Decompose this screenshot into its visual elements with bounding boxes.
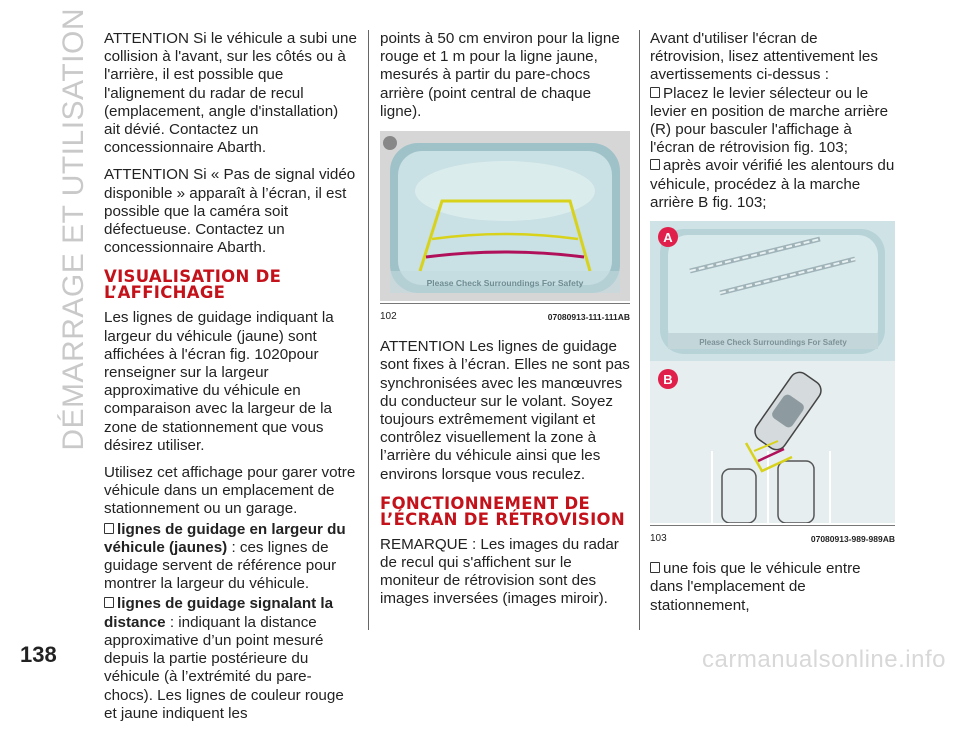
parking-diagram xyxy=(650,221,895,523)
checkbox-bullet-icon xyxy=(650,159,660,170)
list-item-reverse-gear xyxy=(650,85,895,158)
heading-fonctionnement: FONCTIONNEMENT DE L’ÉCRAN DE RÉTROVISION xyxy=(380,493,625,529)
figure-number: 102 xyxy=(380,311,397,323)
figure-code: 07080913-989-989AB xyxy=(810,534,895,545)
paragraph-usage: Utilisez cet affichage pour garer votre véhicule dans un emplacement de stationnement ou un garage. xyxy=(104,464,356,518)
attention-collision: ATTENTION Si le véhicule a subi une collision à l'avant, sur les côtés ou à l'arrière, il est possible que l'alignement du radar de recul (emplacement, angle d'installation) ait dévié. Contactez un concessionnaire Abarth. xyxy=(104,30,357,157)
bullet-bold: lignes de guidage signalant la distance xyxy=(104,595,334,631)
figure-103-caption xyxy=(650,525,895,548)
camera-view-graphic xyxy=(380,131,630,301)
checkbox-bullet-icon xyxy=(104,523,114,534)
figure-103 xyxy=(650,221,895,548)
list-item-distance-lines xyxy=(104,595,357,722)
bullet-bold: lignes de guidage en largeur du véhicule (jaunes) xyxy=(104,520,346,556)
bullet-text: une fois que le véhicule entre dans l'emplacement de stationnement, xyxy=(650,560,861,614)
bullet-text: après avoir vérifié les alentours du véhicule, procédez à la marche arrière B fig. 103; xyxy=(650,157,895,211)
safety-banner: Please Check Surroundings For Safety xyxy=(426,278,584,289)
list-item-width-lines xyxy=(104,521,357,594)
attention-no-signal: ATTENTION Si « Pas de signal vidéo disponible » apparaît à l’écran, il est possible que la caméra soit défectueuse. Contactez un concessionnaire Abarth. xyxy=(104,166,356,257)
figure-number: 103 xyxy=(650,533,667,545)
watermark: carmanualsonline.info xyxy=(702,646,946,673)
badge-a-label: A xyxy=(663,230,673,246)
safety-banner: Please Check Surroundings For Safety xyxy=(699,338,847,348)
column-divider xyxy=(639,30,640,630)
checkbox-bullet-icon xyxy=(650,562,660,573)
column-3 xyxy=(650,30,895,624)
paragraph-before-use: Avant d'utiliser l'écran de rétrovision, lisez attentivement les avertissements ci-dessus : xyxy=(650,30,878,84)
bullet-text: Placez le levier sélecteur ou le levier en position de marche arrière (R) pour basculer l'affichage à l'écran de rétrovision fig. 103; xyxy=(650,84,889,157)
checkbox-bullet-icon xyxy=(650,87,660,98)
list-item-entering-space xyxy=(650,560,895,615)
column-1 xyxy=(104,30,357,732)
badge-b-label: B xyxy=(663,372,673,388)
remarque-mirror: REMARQUE : Les images du radar de recul qui s'affichent sur le moniteur de rétrovision sont des images inversées (images miroir). xyxy=(380,535,619,608)
section-side-title xyxy=(54,8,94,451)
list-item-check-surroundings xyxy=(650,157,895,212)
rear-camera-screen xyxy=(380,131,630,301)
figure-code: 07080913-111-111AB xyxy=(547,312,630,323)
column-2 xyxy=(380,30,630,618)
bullet-text: : ces lignes de guidage servent de référence pour montrer la largeur du véhicule. xyxy=(104,538,337,593)
figure-102-caption xyxy=(380,303,630,326)
bullet-text: : indiquant la distance approximative d’un point mesuré depuis la partie postérieure du véhicule (à l’extrémité du pare-chocs). Les lignes de couleur rouge et jaune indiquent les xyxy=(104,613,344,722)
paragraph-distance-points: points à 50 cm environ pour la ligne rouge et 1 m pour la ligne jaune, mesurés à partir du pare-chocs arrière (point central de chaque ligne). xyxy=(380,30,620,120)
figure-102 xyxy=(380,131,630,326)
page-number: 138 xyxy=(20,642,57,667)
parking-diagram-graphic xyxy=(650,221,895,523)
paragraph-guide-lines: Les lignes de guidage indiquant la largeur du véhicule (jaune) sont affichées à l'écran fig. 1020pour renseigner sur la largeur approximative du véhicule en comparaison avec la largeur de la zone de stationnement que vous désirez utiliser. xyxy=(104,309,334,454)
column-divider xyxy=(368,30,369,630)
heading-visualisation: VISUALISATION DE L’AFFICHAGE xyxy=(104,267,282,303)
attention-fixed-lines: ATTENTION Les lignes de guidage sont fixes à l’écran. Elles ne sont pas synchronisées avec les manœuvres du conducteur sur le volant. Soyez toujours extrêmement vigilant et contrôlez visuellement la zone à l’arrière du véhicule ainsi que les environs lorsque vous reculez. xyxy=(380,338,630,483)
checkbox-bullet-icon xyxy=(104,597,114,608)
side-title-text: DÉMARRAGE ET UTILISATION xyxy=(57,8,90,451)
